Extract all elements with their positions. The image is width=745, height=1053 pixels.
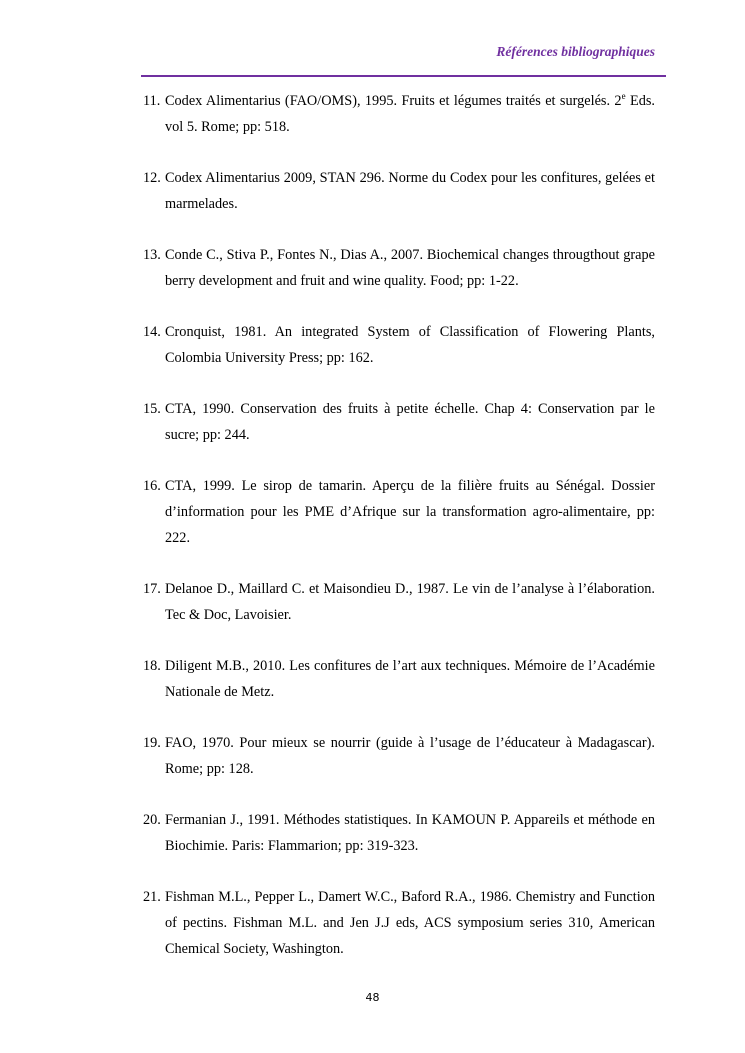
- reference-text: Delanoe D., Maillard C. et Maisondieu D., 1987. Le vin de l’analyse à l’élaboration. Tec & Doc, Lavoisier.: [165, 581, 655, 623]
- reference-number: 12.: [143, 170, 161, 186]
- reference-item: [143, 653, 655, 705]
- reference-number: 13.: [143, 247, 161, 263]
- reference-text: Codex Alimentarius 2009, STAN 296. Norme du Codex pour les confitures, gelées et marmelades.: [165, 170, 655, 212]
- running-header: Références bibliographiques: [496, 44, 655, 59]
- reference-item: [143, 242, 655, 294]
- reference-text: CTA, 1990. Conservation des fruits à petite échelle. Chap 4: Conservation par le sucre; pp: 244.: [165, 401, 655, 443]
- reference-list: [143, 88, 655, 987]
- reference-number: 19.: [143, 735, 161, 751]
- reference-text: Diligent M.B., 2010. Les confitures de l’art aux techniques. Mémoire de l’Académie Nationale de Metz.: [165, 658, 655, 700]
- header-divider: [141, 75, 666, 77]
- reference-item: [143, 319, 655, 371]
- reference-number: 16.: [143, 478, 161, 494]
- reference-item: [143, 396, 655, 448]
- reference-number: 18.: [143, 658, 161, 674]
- reference-item: [143, 88, 655, 140]
- page-number: 48: [365, 991, 380, 1004]
- reference-superscript: e: [621, 91, 626, 102]
- reference-item: [143, 884, 655, 962]
- reference-text: Fermanian J., 1991. Méthodes statistiques. In KAMOUN P. Appareils et méthode en Biochimie. Paris: Flammarion; pp: 319-323.: [165, 812, 655, 854]
- reference-text: Conde C., Stiva P., Fontes N., Dias A., 2007. Biochemical changes througthout grape berry development and fruit and wine quality. Food; pp: 1-22.: [165, 247, 655, 289]
- reference-item: [143, 730, 655, 782]
- reference-text-continued: Eds. vol 5. Rome; pp: 518.: [165, 93, 655, 135]
- reference-number: 17.: [143, 581, 161, 597]
- reference-text: Fishman M.L., Pepper L., Damert W.C., Baford R.A., 1986. Chemistry and Function of pectins. Fishman M.L. and Jen J.J eds, ACS symposium series 310, American Chemical Society, Washington.: [165, 889, 655, 957]
- reference-item: [143, 576, 655, 628]
- reference-number: 14.: [143, 324, 161, 340]
- reference-item: [143, 165, 655, 217]
- reference-number: 21.: [143, 889, 161, 905]
- reference-item: [143, 807, 655, 859]
- reference-text: CTA, 1999. Le sirop de tamarin. Aperçu de la filière fruits au Sénégal. Dossier d’information pour les PME d’Afrique sur la transformation agro-alimentaire, pp: 222.: [165, 478, 655, 546]
- reference-number: 20.: [143, 812, 161, 828]
- reference-text: Cronquist, 1981. An integrated System of Classification of Flowering Plants, Colombia University Press; pp: 162.: [165, 324, 655, 366]
- reference-text: Codex Alimentarius (FAO/OMS), 1995. Fruits et légumes traités et surgelés. 2: [165, 93, 622, 109]
- reference-text: FAO, 1970. Pour mieux se nourrir (guide à l’usage de l’éducateur à Madagascar). Rome; pp: 128.: [165, 735, 655, 777]
- reference-number: 11.: [143, 93, 161, 109]
- reference-item: [143, 473, 655, 551]
- reference-number: 15.: [143, 401, 161, 417]
